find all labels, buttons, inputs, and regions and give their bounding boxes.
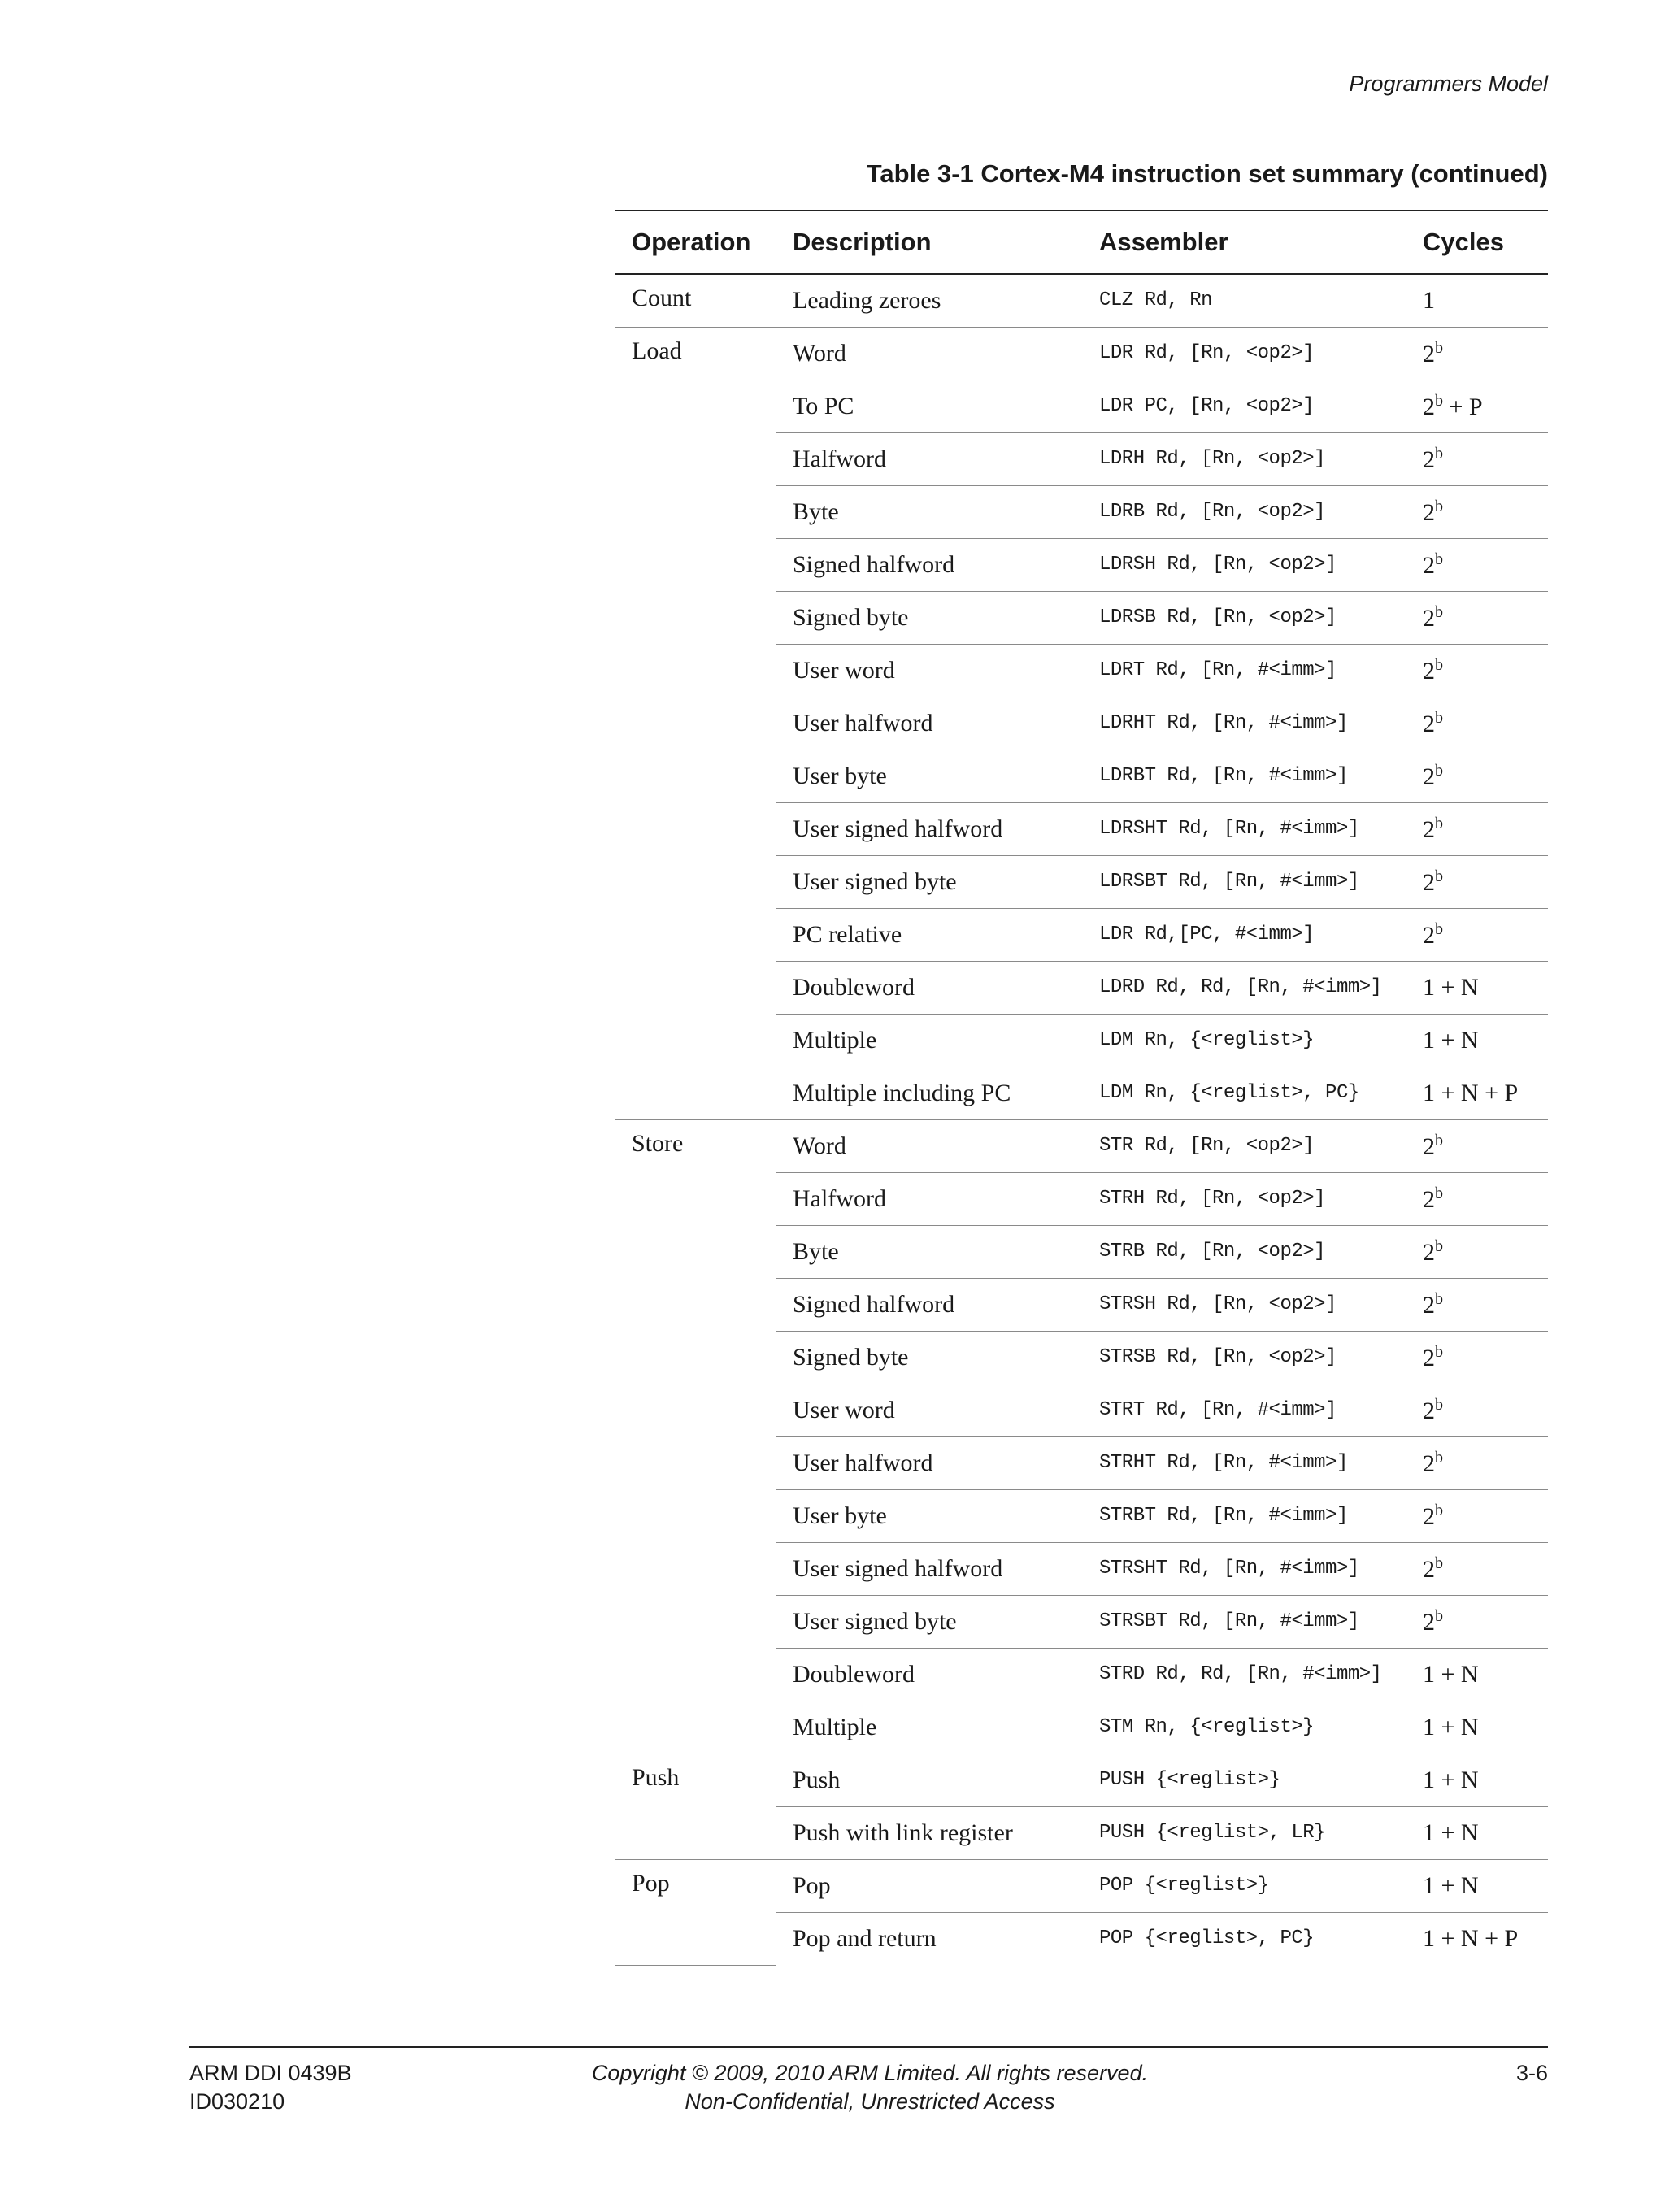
cell-description: Word xyxy=(776,1119,1083,1172)
cell-operation: Store xyxy=(615,1119,776,1754)
cell-cycles: 1 + N xyxy=(1406,1806,1548,1859)
cell-cycles: 2$^b$ xyxy=(1406,1278,1548,1331)
cell-description: User signed byte xyxy=(776,855,1083,908)
cell-cycles: 2$^b$ xyxy=(1406,485,1548,538)
cell-cycles: 2$^b$ xyxy=(1406,855,1548,908)
cell-description: Doubleword xyxy=(776,961,1083,1014)
cell-description: User word xyxy=(776,1384,1083,1436)
cell-description: Signed byte xyxy=(776,1331,1083,1384)
cell-assembler: LDM Rn, {<reglist>} xyxy=(1083,1014,1406,1067)
cell-assembler: LDRHT Rd, [Rn, #<imm>] xyxy=(1083,697,1406,750)
table-title: Table 3-1 Cortex-M4 instruction set summary (continued) xyxy=(866,159,1548,188)
cell-cycles: 1 + N + P xyxy=(1423,1924,1519,1952)
cell-cycles: 2$^b$ xyxy=(1406,1436,1548,1489)
cell-description: User signed byte xyxy=(776,1595,1083,1648)
cell-cycles: 2$^b$ xyxy=(1406,591,1548,644)
cell-assembler: LDR PC, [Rn, <op2>] xyxy=(1083,380,1406,432)
table-row xyxy=(615,327,1548,380)
cell-description: User byte xyxy=(776,1489,1083,1542)
cell-cycles: 1 + N xyxy=(1406,1859,1548,1912)
footer-doc-info xyxy=(189,2059,352,2116)
cell-assembler: LDRSB Rd, [Rn, <op2>] xyxy=(1083,591,1406,644)
instruction-table-container xyxy=(615,159,1548,1966)
cell-assembler: LDRT Rd, [Rn, #<imm>] xyxy=(1083,644,1406,697)
cell-assembler: STRSBT Rd, [Rn, #<imm>] xyxy=(1083,1595,1406,1648)
cell-assembler: STRB Rd, [Rn, <op2>] xyxy=(1083,1225,1406,1278)
cell-assembler: LDRBT Rd, [Rn, #<imm>] xyxy=(1083,750,1406,802)
footer-access: Non-Confidential, Unrestricted Access xyxy=(685,2089,1055,2114)
cell-cycles: 2$^b$ xyxy=(1406,1225,1548,1278)
cell-assembler: LDR Rd, [Rn, <op2>] xyxy=(1083,327,1406,380)
column-header-cycles: Cycles xyxy=(1406,211,1548,274)
cell-cycles: 2$^b$ xyxy=(1406,538,1548,591)
cell-assembler: STRHT Rd, [Rn, #<imm>] xyxy=(1083,1436,1406,1489)
cell-description: To PC xyxy=(776,380,1083,432)
cell-description: User halfword xyxy=(776,1436,1083,1489)
cell-assembler: STR Rd, [Rn, <op2>] xyxy=(1083,1119,1406,1172)
cell-cycles: 2$^b$ xyxy=(1406,1331,1548,1384)
cell-cycles: 2$^b$ xyxy=(1406,1595,1548,1648)
cell-description: Doubleword xyxy=(776,1648,1083,1701)
cell-cycles: 2$^b$ xyxy=(1406,327,1548,380)
cell-cycles: 2$^b$ xyxy=(1406,908,1548,961)
cell-description: Halfword xyxy=(776,1172,1083,1225)
cell-description: Push xyxy=(776,1754,1083,1806)
cell-cycles: $2^b + P$ xyxy=(1406,380,1548,432)
cell-operation: Pop xyxy=(615,1859,776,1965)
cell-assembler: STRSHT Rd, [Rn, #<imm>] xyxy=(1083,1542,1406,1595)
cell-assembler: LDRB Rd, [Rn, <op2>] xyxy=(1083,485,1406,538)
cell-assembler: STM Rn, {<reglist>} xyxy=(1083,1701,1406,1754)
cell-cycles: 1 + N xyxy=(1406,1648,1548,1701)
instruction-set-table xyxy=(615,210,1548,1966)
table-row xyxy=(615,1119,1548,1172)
cell-cycles: 2$^b$ xyxy=(1406,697,1548,750)
cell-cycles: 1 + N xyxy=(1406,1014,1548,1067)
cell-description: Word xyxy=(776,327,1083,380)
cell-description: User signed halfword xyxy=(776,1542,1083,1595)
cell-cycles: 1 + N xyxy=(1406,1754,1548,1806)
table-row xyxy=(615,1754,1548,1806)
cell-description: Leading zeroes xyxy=(776,274,1083,327)
cell-assembler: STRSH Rd, [Rn, <op2>] xyxy=(1083,1278,1406,1331)
cell-assembler: LDRD Rd, Rd, [Rn, #<imm>] xyxy=(1083,961,1406,1014)
cell-cycles: 2$^b$ xyxy=(1406,802,1548,855)
cell-description: Multiple xyxy=(776,1014,1083,1067)
cell-description: PC relative xyxy=(776,908,1083,961)
cell-description: User word xyxy=(776,644,1083,697)
cell-cycles: 2$^b$ xyxy=(1406,750,1548,802)
cell-assembler: PUSH {<reglist>, LR} xyxy=(1083,1806,1406,1859)
cell-assembler: PUSH {<reglist>} xyxy=(1083,1754,1406,1806)
cell-description: Push with link register xyxy=(776,1806,1083,1859)
cell-cycles: 2$^b$ xyxy=(1406,1384,1548,1436)
footer-doc-id: ID030210 xyxy=(189,2089,285,2114)
cell-cycles: 2$^b$ xyxy=(1406,644,1548,697)
cell-description: Pop xyxy=(776,1859,1083,1912)
cell-cycles: 1 + N xyxy=(1406,1701,1548,1754)
cell-assembler: LDRH Rd, [Rn, <op2>] xyxy=(1083,432,1406,485)
cell-description: User byte xyxy=(776,750,1083,802)
cell-description: Signed byte xyxy=(776,591,1083,644)
cell-assembler: LDR Rd,[PC, #<imm>] xyxy=(1083,908,1406,961)
cell-assembler: STRSB Rd, [Rn, <op2>] xyxy=(1083,1331,1406,1384)
cell-assembler: POP {<reglist>} xyxy=(1083,1859,1406,1912)
cell-description: User signed halfword xyxy=(776,802,1083,855)
table-row xyxy=(615,274,1548,327)
cell-description: Multiple xyxy=(776,1701,1083,1754)
footer-divider xyxy=(189,2046,1548,2048)
cell-cycles: 1 xyxy=(1406,274,1548,327)
column-header-operation: Operation xyxy=(615,211,776,274)
cell-description: Multiple including PC xyxy=(776,1067,1083,1119)
cell-assembler: LDRSH Rd, [Rn, <op2>] xyxy=(1083,538,1406,591)
cell-assembler: LDRSBT Rd, [Rn, #<imm>] xyxy=(1083,855,1406,908)
page-header-section: Programmers Model xyxy=(1349,72,1548,96)
cell-cycles: 2$^b$ xyxy=(1406,1172,1548,1225)
cell-assembler: CLZ Rd, Rn xyxy=(1083,274,1406,327)
cell-cycles: 1 + N + P xyxy=(1406,1067,1548,1119)
table-body xyxy=(615,274,1548,1965)
cell-operation: Load xyxy=(615,327,776,1119)
cell-description: Byte xyxy=(776,485,1083,538)
cell-cycles: 2$^b$ xyxy=(1406,1489,1548,1542)
cell-cycles: 2$^b$ xyxy=(1406,1542,1548,1595)
cell-assembler: POP {<reglist>, PC} xyxy=(1099,1927,1315,1950)
footer-copyright-block xyxy=(545,2059,1195,2116)
table-row xyxy=(615,1859,1548,1912)
cell-description: Byte xyxy=(776,1225,1083,1278)
cell-assembler: STRH Rd, [Rn, <op2>] xyxy=(1083,1172,1406,1225)
cell-description: User halfword xyxy=(776,697,1083,750)
cell-operation: Count xyxy=(615,274,776,327)
cell-description: Halfword xyxy=(776,432,1083,485)
cell-description: Signed halfword xyxy=(776,1278,1083,1331)
table-header-row xyxy=(615,211,1548,274)
cell-assembler: STRBT Rd, [Rn, #<imm>] xyxy=(1083,1489,1406,1542)
footer-copyright: Copyright © 2009, 2010 ARM Limited. All rights reserved. xyxy=(591,2061,1149,2085)
footer-page-number: 3-6 xyxy=(1515,2061,1548,2085)
cell-assembler: STRD Rd, Rd, [Rn, #<imm>] xyxy=(1083,1648,1406,1701)
cell-description: Signed halfword xyxy=(776,538,1083,591)
cell-cycles: 2$^b$ xyxy=(1406,432,1548,485)
cell-operation: Push xyxy=(615,1754,776,1859)
footer-doc-number: ARM DDI 0439B xyxy=(189,2061,352,2085)
cell-assembler: LDRSHT Rd, [Rn, #<imm>] xyxy=(1083,802,1406,855)
cell-cycles: 2$^b$ xyxy=(1406,1119,1548,1172)
cell-cycles: 1 + N xyxy=(1406,961,1548,1014)
column-header-assembler: Assembler xyxy=(1083,211,1406,274)
cell-assembler: LDM Rn, {<reglist>, PC} xyxy=(1083,1067,1406,1119)
cell-description: Pop and return xyxy=(793,1924,937,1952)
column-header-description: Description xyxy=(776,211,1083,274)
cell-assembler: STRT Rd, [Rn, #<imm>] xyxy=(1083,1384,1406,1436)
